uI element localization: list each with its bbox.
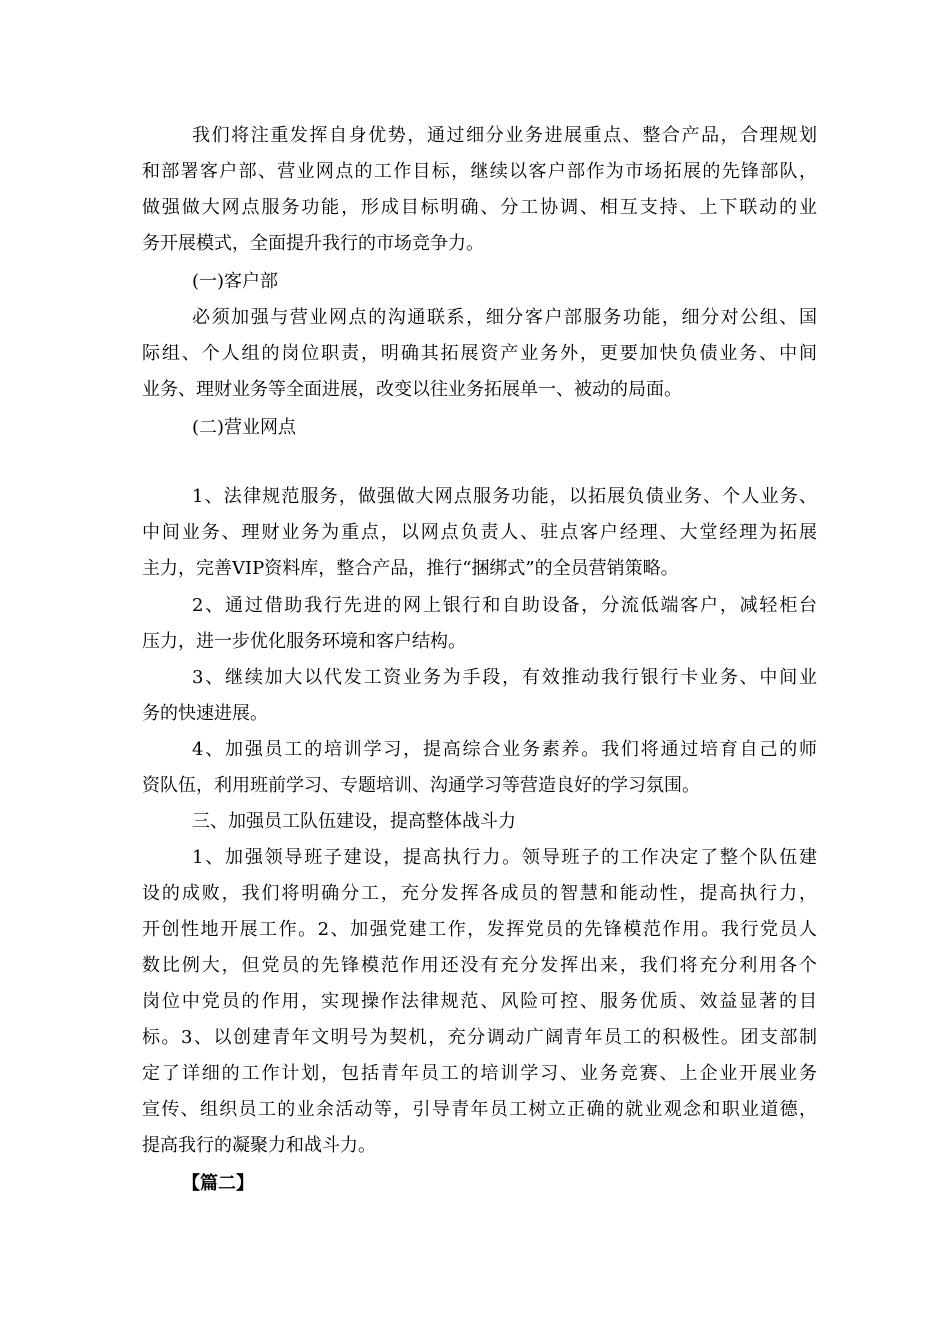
text-line: 宣传、组织员工的业余活动等，引导青年员工树立正确的就业观念和职业道德， bbox=[142, 1099, 817, 1120]
text-line: 2、通过借助我行先进的网上银行和自助设备，分流低端客户，减轻柜台 bbox=[192, 595, 817, 616]
text-line: 我们将注重发挥自身优势，通过细分业务进展重点、整合产品，合理规划 bbox=[192, 125, 817, 146]
heading-customer-dept: (一)客户部 bbox=[192, 271, 279, 292]
text-line: 业务、理财业务等全面进展，改变以往业务拓展单一、被动的局面。 bbox=[142, 379, 682, 400]
text-line: 压力，进一步优化服务环境和客户结构。 bbox=[142, 631, 466, 652]
text-line: 开创性地开展工作。2、加强党建工作，发挥党员的先锋模范作用。我行党员人 bbox=[142, 919, 817, 940]
text-line: 标。3、以创建青年文明号为契机，充分调动广阔青年员工的积极性。团支部制 bbox=[142, 1027, 817, 1048]
text-line: 务开展模式，全面提升我行的市场竞争力。 bbox=[142, 233, 484, 254]
text-line: 数比例大，但党员的先锋模范作用还没有充分发挥出来，我们将充分利用各个 bbox=[142, 955, 817, 976]
text-line: 4、加强员工的培训学习，提高综合业务素养。我们将通过培育自己的师 bbox=[192, 739, 817, 760]
text-line: 务的快速进展。 bbox=[142, 703, 268, 724]
paragraph-item-2 bbox=[142, 588, 817, 660]
text-line: 和部署客户部、营业网点的工作目标，继续以客户部作为市场拓展的先锋部队， bbox=[142, 161, 817, 182]
text-line: 3、继续加大以代发工资业务为手段，有效推动我行银行卡业务、中间业 bbox=[192, 667, 817, 688]
paragraph-customer-dept bbox=[142, 300, 817, 408]
section-title: 【篇二】 bbox=[182, 1173, 254, 1194]
heading-branch-outlets: (二)营业网点 bbox=[192, 417, 297, 438]
text-line: 做强做大网点服务功能，形成目标明确、分工协调、相互支持、上下联动的业 bbox=[142, 197, 817, 218]
paragraph-item-3 bbox=[142, 660, 817, 732]
heading-staff-building: 三、加强员工队伍建设，提高整体战斗力 bbox=[192, 811, 516, 832]
text-line: 际组、个人组的岗位职责，明确其拓展资产业务外，更要加快负债业务、中间 bbox=[142, 343, 817, 364]
text-line: 1、法律规范服务，做强做大网点服务功能，以拓展负债业务、个人业务、 bbox=[192, 486, 817, 507]
text-line: 1、加强领导班子建设，提高执行力。领导班子的工作决定了整个队伍建 bbox=[192, 847, 817, 868]
text-line: 设的成败，我们将明确分工，充分发挥各成员的智慧和能动性，提高执行力， bbox=[142, 883, 817, 904]
paragraph-strategy bbox=[142, 118, 817, 262]
paragraph-item-4 bbox=[142, 732, 817, 804]
text-line: 必须加强与营业网点的沟通联系，细分客户部服务功能，细分对公组、国 bbox=[192, 307, 817, 328]
text-line: 提高我行的凝聚力和战斗力。 bbox=[142, 1135, 376, 1156]
paragraph-item-1 bbox=[142, 479, 817, 587]
text-line: 岗位中党员的作用，实现操作法律规范、风险可控、服务优质、效益显著的目 bbox=[142, 991, 817, 1012]
text-line: 中间业务、理财业务为重点，以网点负责人、驻点客户经理、大堂经理为拓展 bbox=[142, 522, 817, 543]
text-line: 资队伍，利用班前学习、专题培训、沟通学习等营造良好的学习氛围。 bbox=[142, 775, 700, 796]
paragraph-staff-building bbox=[142, 840, 817, 1164]
text-line: 主力，完善VIP资料库，整合产品，推行“捆绑式”的全员营销策略。 bbox=[142, 558, 679, 579]
text-line: 定了详细的工作计划，包括青年员工的培训学习、业务竞赛、上企业开展业务 bbox=[142, 1063, 817, 1084]
